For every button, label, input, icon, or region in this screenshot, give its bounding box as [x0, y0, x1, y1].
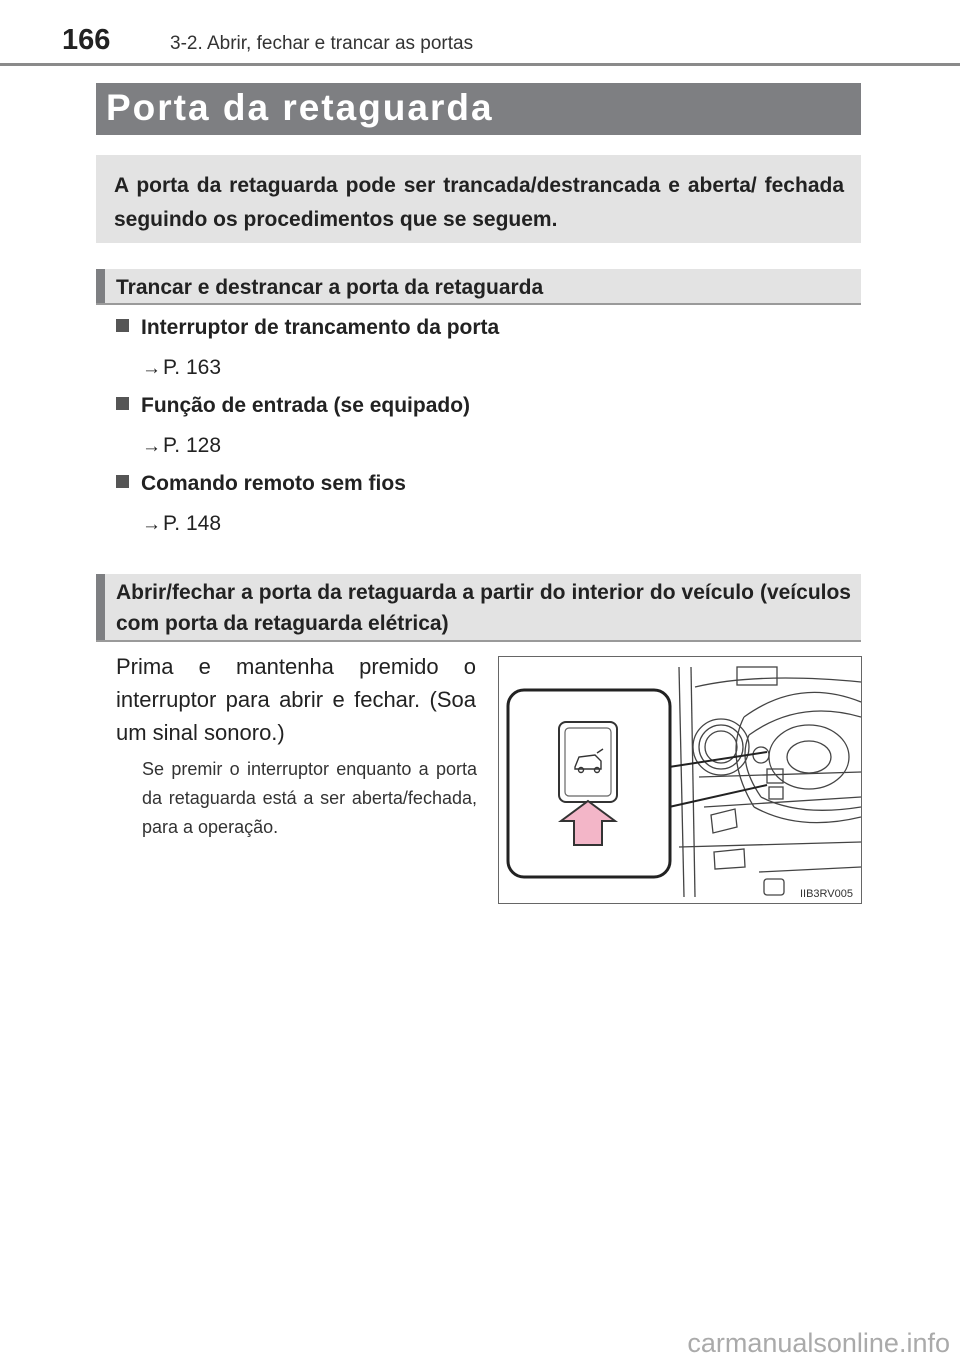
page-header [0, 0, 960, 66]
list-item-label: Comando remoto sem fios [141, 472, 406, 495]
arrow-right-icon: → [142, 358, 161, 379]
square-bullet-icon [116, 475, 129, 488]
page-reference[interactable] [142, 512, 221, 536]
list-item [116, 472, 406, 496]
header-rule [0, 63, 960, 66]
list-item-label: Função de entrada (se equipado) [141, 394, 471, 417]
section-heading-bar [96, 574, 105, 640]
square-bullet-icon [116, 319, 129, 332]
square-bullet-icon [116, 397, 129, 410]
list-item [116, 394, 470, 418]
page-reference-text: P. 148 [163, 512, 222, 535]
dashboard-illustration [498, 656, 862, 904]
page-reference-text: P. 128 [163, 434, 222, 457]
title-bar [96, 83, 861, 135]
section-heading-text: Abrir/fechar a porta da retaguarda a partir do interior do veículo (veículos com porta da retaguarda elétrica) [116, 581, 851, 635]
section-heading-open-close [96, 574, 861, 642]
instruction-text: Prima e mantenha premido o interruptor para abrir e fechar. (Soa um sinal sonoro.) [116, 654, 476, 745]
running-head: 3-2. Abrir, fechar e trancar as portas [170, 33, 474, 54]
page-title: Porta da retaguarda [106, 87, 494, 128]
note-text: Se premir o interruptor enquanto a porta da retaguarda está a ser aberta/fechada, para a operação. [142, 759, 477, 837]
page-number: 166 [62, 24, 111, 56]
arrow-right-icon: → [142, 436, 161, 457]
arrow-right-icon: → [142, 514, 161, 535]
intro-text: A porta da retaguarda pode ser trancada/destrancada e aberta/ fechada seguindo os procedimentos que se seguem. [114, 174, 844, 231]
figure-code: IIB3RV005 [799, 888, 853, 900]
page-reference[interactable] [142, 356, 221, 380]
intro-box [96, 155, 861, 243]
list-item-label: Interruptor de trancamento da porta [141, 316, 500, 339]
section-heading-text: Trancar e destrancar a porta da retaguarda [116, 276, 544, 299]
page-reference[interactable] [142, 434, 221, 458]
page-reference-text: P. 163 [163, 356, 222, 379]
dashboard-drawing [499, 657, 861, 903]
section-heading-lock [96, 269, 861, 305]
section-heading-bar [96, 269, 105, 303]
list-item [116, 316, 499, 340]
watermark-text: carmanualsonline.info [687, 1328, 950, 1358]
